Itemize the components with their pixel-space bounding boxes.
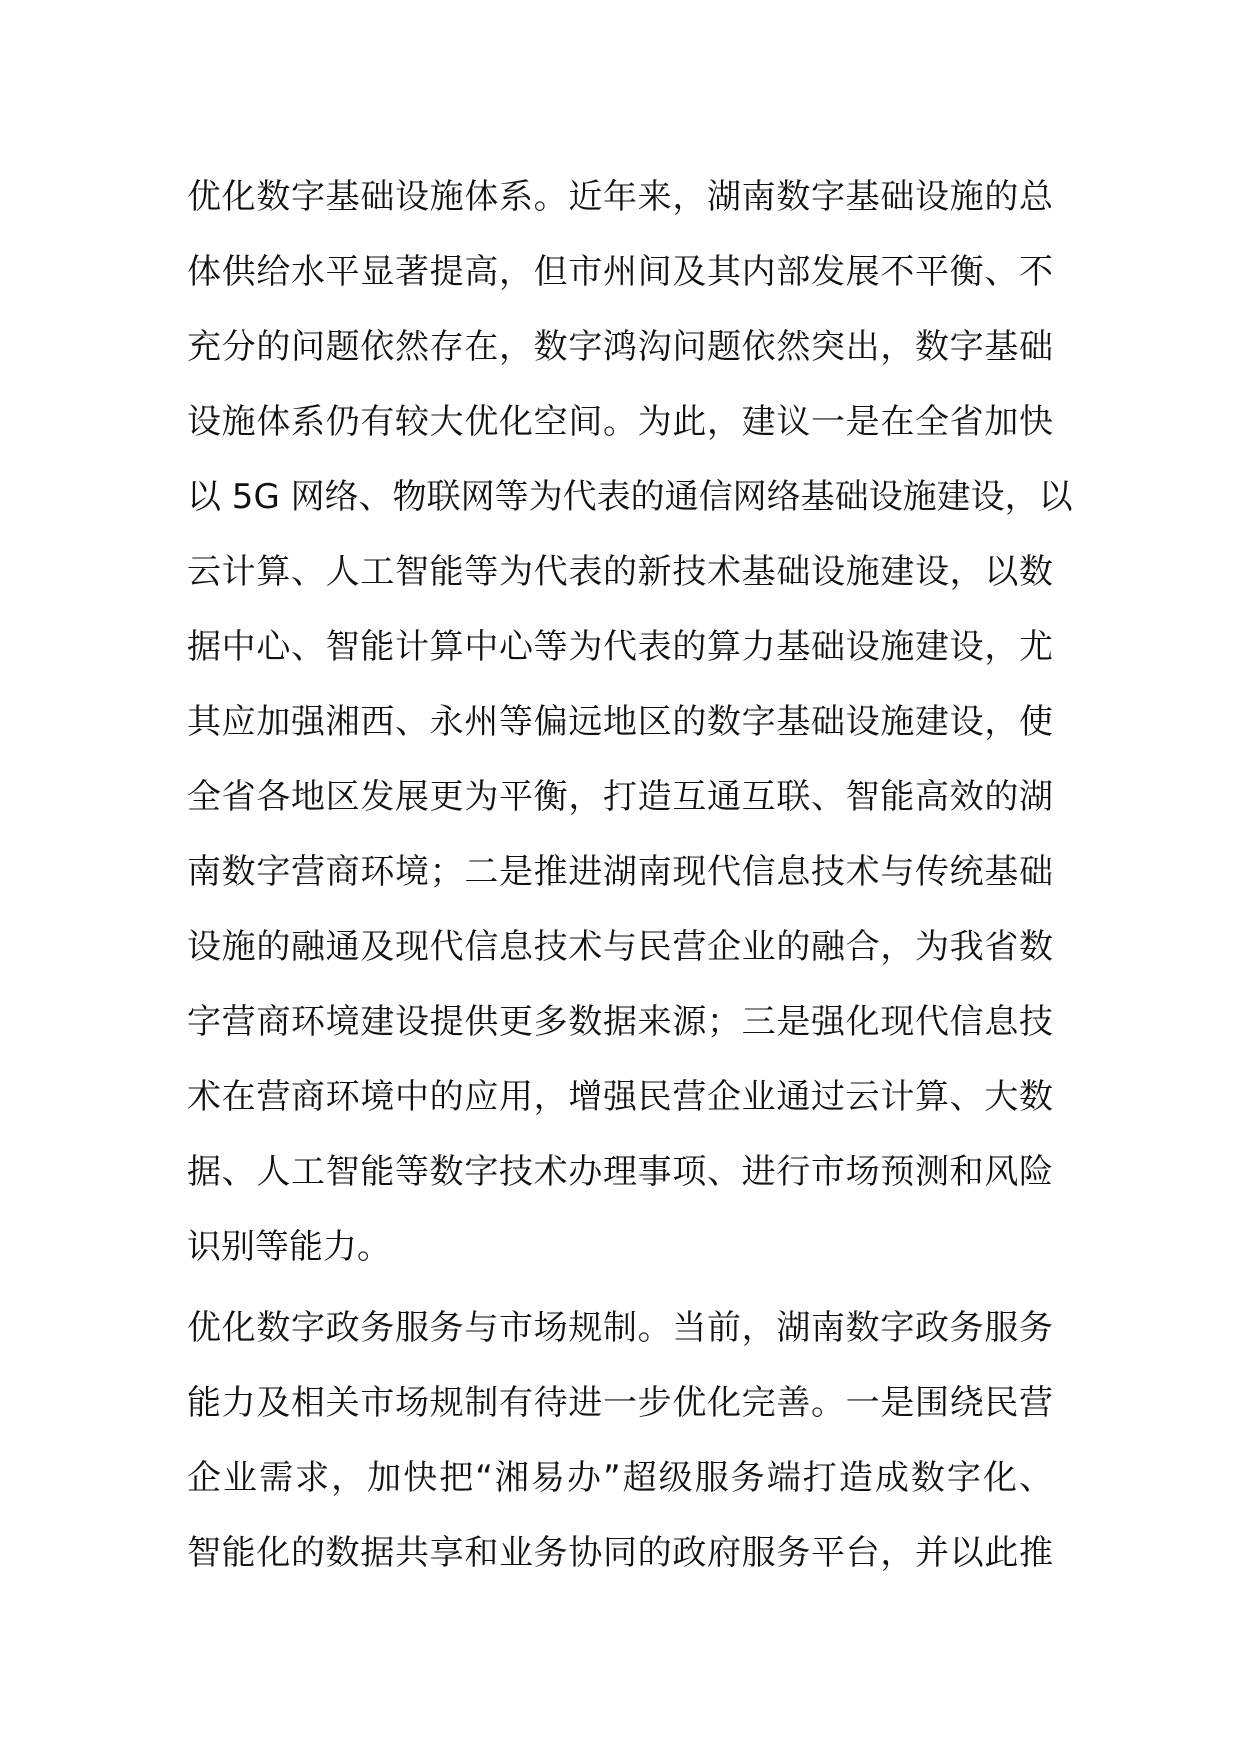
document-body: [187, 168, 1073, 1599]
text-line: 企业需求，加快把“湘易办”超级服务端打造成数字化、: [187, 1458, 1053, 1498]
text-line: 识别等能力。: [187, 1227, 391, 1267]
text-line: 云计算、人工智能等为代表的新技术基础设施建设，以数: [187, 552, 1053, 592]
text-line: 智能化的数据共享和业务协同的政府服务平台，并以此推: [187, 1533, 1053, 1573]
text-line: 字营商环境建设提供更多数据来源；三是强化现代信息技: [187, 1002, 1053, 1042]
text-line: 据中心、智能计算中心等为代表的算力基础设施建设，尤: [187, 627, 1053, 667]
paragraph-digital-government: [187, 1299, 1053, 1599]
text-line: 其应加强湘西、永州等偏远地区的数字基础设施建设，使: [187, 702, 1053, 742]
text-line: 以 5G 网络、物联网等为代表的通信网络基础设施建设，以: [187, 477, 1073, 517]
text-line: 体供给水平显著提高，但市州间及其内部发展不平衡、不: [187, 252, 1053, 292]
text-line: 据、人工智能等数字技术办理事项、进行市场预测和风险: [187, 1152, 1053, 1192]
paragraph-digital-infrastructure: [187, 168, 1073, 1293]
text-line: 设施体系仍有较大优化空间。为此，建议一是在全省加快: [187, 402, 1053, 442]
text-line: 全省各地区发展更为平衡，打造互通互联、智能高效的湖: [187, 777, 1053, 817]
text-line: 优化数字政务服务与市场规制。当前，湖南数字政务服务: [187, 1308, 1053, 1348]
text-line: 优化数字基础设施体系。近年来，湖南数字基础设施的总: [187, 177, 1053, 217]
text-line: 设施的融通及现代信息技术与民营企业的融合，为我省数: [187, 927, 1053, 967]
text-line: 术在营商环境中的应用，增强民营企业通过云计算、大数: [187, 1077, 1053, 1117]
text-line: 充分的问题依然存在，数字鸿沟问题依然突出，数字基础: [187, 327, 1053, 367]
text-line: 能力及相关市场规制有待进一步优化完善。一是围绕民营: [187, 1383, 1053, 1423]
text-line: 南数字营商环境；二是推进湖南现代信息技术与传统基础: [187, 852, 1053, 892]
